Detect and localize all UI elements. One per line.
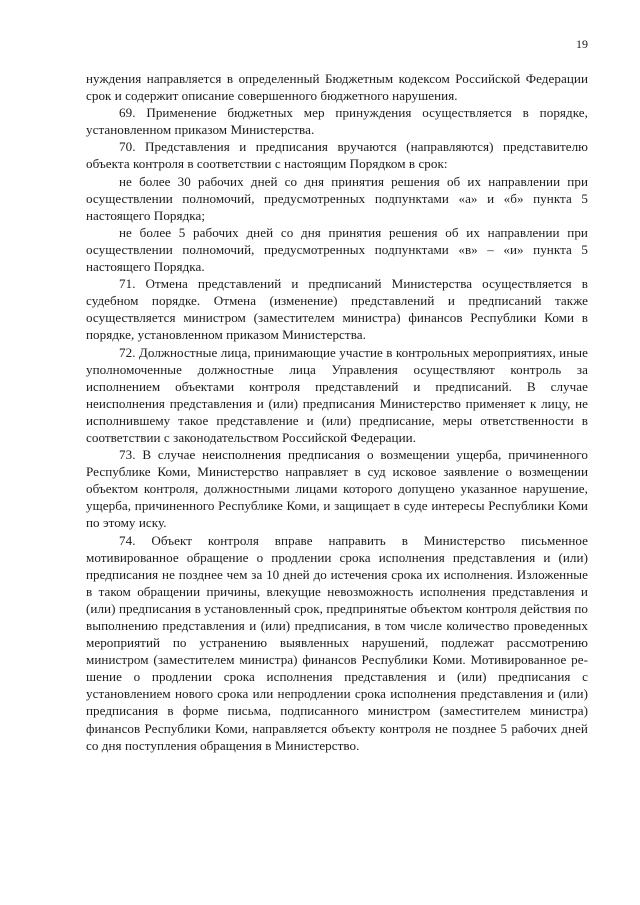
paragraph-71: 71. Отмена представлений и предписаний Министерства осуществляется в судебном порядке. Отмена (изменение) представлений и предписаний также осуществляется министром (заместителем министра) финансов Республики Коми в порядке, установленном приказом Министерства.: [86, 276, 588, 343]
document-body: [86, 70, 588, 754]
paragraph-70-item-1: не более 30 рабочих дней со дня принятия решения об их направлении при осуществлении полномочий, предусмотренных подпунктами «а» и «б» пункта 5 настоящего Порядка;: [86, 173, 588, 223]
paragraph-73: 73. В случае неисполнения предписания о возмещении ущерба, причиненного Республике Коми, Министерство направляет в суд исковое заявление о возмещении объектом контроля, должностными лицами которого допущено указанное нарушение, ущерба, причиненного Республике Коми, и защищает в суде интересы Республики Коми по этому иску.: [86, 447, 588, 531]
paragraph-72: 72. Должностные лица, принимающие участие в контрольных мероприятиях, иные уполномоченные должностные лица Управления осуществляют контроль за исполнением объектами контроля представлений и предписаний. В случае неисполнения представления и (или) предписания Министерство применяет к лицу, не исполнившему такое представление и (или) предписание, меры ответственности в соответствии с законодательством Российской Федерации.: [86, 344, 588, 445]
paragraph-70-item-2: не более 5 рабочих дней со дня принятия решения об их направлении при осуществлении полномочий, предусмотренных подпунктами «в» – «и» пункта 5 настоящего Порядка.: [86, 224, 588, 275]
paragraph-69: 69. Применение бюджетных мер принуждения осуществляется в порядке, установленном приказом Министерства.: [86, 105, 588, 138]
page-number: 19: [576, 37, 588, 51]
paragraph-74: 74. Объект контроля вправе направить в Министерство письменное мотивированное обращение о продлении срока исполнения представления и (или) предписания не позднее чем за 10 дней до истечения срока их исполнения. Изложенные в таком обращении причины, влекущие невозможность исполнения представления и (или) предписания в установленный срок, предпринятые объектом контроля действия по выполнению представления и (или) предписания, в том числе количество проведенных мероприятий по устранению выявленных нарушений, подлежат рассмотрению министром (заместителем министра) финансов Республики Коми. Мотивированное решение о продлении срока исполнения представления и (или) предписания с установлением нового срока или непродлении срока исполнения представления и (или) предписания в форме письма, подписанного министром (заместителем министра) финансов Республики Коми, направляется объекту контроля не позднее 5 рабочих дней со дня поступления обращения в Министерство.: [86, 532, 588, 753]
paragraph-70: 70. Представления и предписания вручаются (направляются) представителю объекта контроля в соответствии с настоящим Порядком в срок:: [86, 139, 588, 172]
paragraph-continuation: нуждения направляется в определенный Бюджетным кодексом Российской Федерации срок и содержит описание совершенного бюджетного нарушения.: [86, 71, 588, 104]
